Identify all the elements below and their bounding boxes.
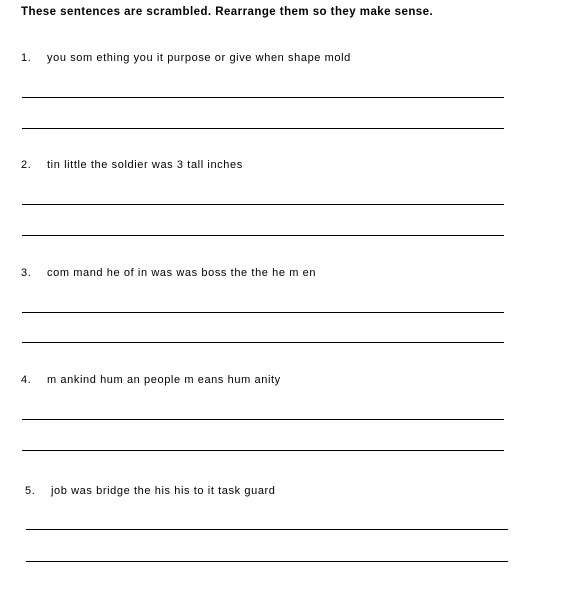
- question-text: m ankind hum an people m eans hum anity: [47, 374, 281, 386]
- question-text: com mand he of in was was boss the the he m en: [47, 267, 317, 279]
- question-4: [21, 374, 281, 386]
- question-5: [25, 485, 276, 497]
- answer-line: [22, 128, 504, 129]
- question-3: [21, 267, 316, 279]
- answer-line: [22, 97, 504, 98]
- question-text: job was bridge the his his to it task guard: [51, 485, 276, 497]
- question-text: you som ething you it purpose or give when shape mold: [47, 52, 351, 64]
- answer-line: [26, 561, 508, 562]
- question-number: 3.: [21, 267, 32, 279]
- answer-line: [26, 529, 508, 530]
- question-text: tin little the soldier was 3 tall inches: [47, 159, 243, 171]
- question-1: [21, 52, 351, 64]
- question-number: 2.: [21, 159, 32, 171]
- question-number: 5.: [25, 485, 36, 497]
- answer-line: [22, 204, 504, 205]
- question-number: 4.: [21, 374, 32, 386]
- answer-line: [22, 419, 504, 420]
- question-number: 1.: [21, 52, 32, 64]
- answer-line: [22, 235, 504, 236]
- question-2: [21, 159, 243, 171]
- answer-line: [22, 450, 504, 451]
- worksheet-title: These sentences are scrambled. Rearrange them so they make sense.: [21, 6, 434, 18]
- answer-line: [22, 312, 504, 313]
- answer-line: [22, 342, 504, 343]
